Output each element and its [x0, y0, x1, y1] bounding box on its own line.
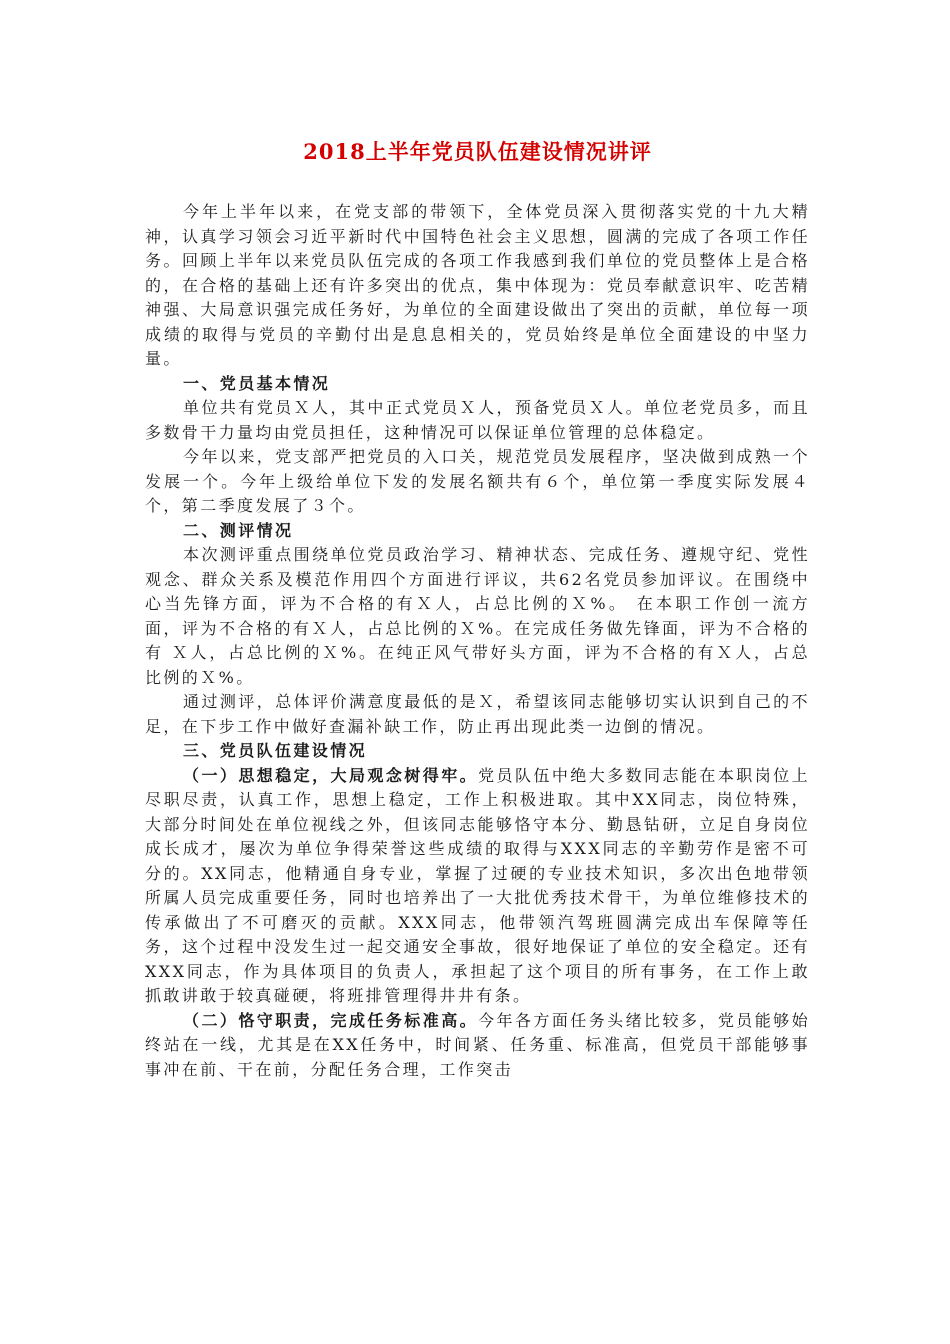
paragraph: 通过测评，总体评价满意度最低的是Ｘ，希望该同志能够切实认识到自己的不足，在下步工作中做好查漏补缺工作，防止再出现此类一边倒的情况。: [145, 692, 810, 736]
subsection-text: 党员队伍中绝大多数同志能在本职岗位上尽职尽责，认真工作，思想上稳定，工作上积极进取。其中XX同志，岗位特殊，大部分时间处在单位视线之外，但该同志能够恪守本分、勤恳钻研，立足自身岗位成长成才，屡次为单位争得荣誉这些成绩的取得与XXX同志的辛勤劳作是密不可分的。XX同志，他精通自身专业，掌握了过硬的专业技术知识，多次出色地带领所属人员完成重要任务，同时也培养出了一大批优秀技术骨干，为单位维修技术的传承做出了不可磨灭的贡献。XXX同志，他带领汽驾班圆满完成出车保障等任务，这个过程中没发生过一起交通安全事故，很好地保证了单位的安全稳定。还有XXX同志，作为具体项目的负责人，承担起了这个项目的所有事务，在工作上敢抓敢讲敢于较真碰硬，将班排管理得井井有条。: [145, 765, 810, 1005]
intro-paragraph: 今年上半年以来，在党支部的带领下，全体党员深入贯彻落实党的十九大精神，认真学习领会习近平新时代中国特色社会主义思想，圆满的完成了各项工作任务。回顾上半年以来党员队伍完成的各项工作我感到我们单位的党员整体上是合格的，在合格的基础上还有许多突出的优点，集中体现为：党员奉献意识牢、吃苦精神强、大局意识强完成任务好，为单位的全面建设做出了突出的贡献，单位每一项成绩的取得与党员的辛勤付出是息息相关的，党员始终是单位全面建设的中坚力量。: [145, 202, 810, 368]
paragraph: 单位共有党员Ｘ人，其中正式党员Ｘ人，预备党员Ｘ人。单位老党员多，而且多数骨干力量均由党员担任，这种情况可以保证单位管理的总体稳定。: [145, 398, 810, 442]
paragraph: 今年以来，党支部严把党员的入口关，规范党员发展程序，坚决做到成熟一个发展一个。今年上级给单位下发的发展名额共有６个，单位第一季度实际发展４个，第二季度发展了３个。: [145, 447, 810, 515]
paragraph: 本次测评重点围绕单位党员政治学习、精神状态、完成任务、遵规守纪、党性观念、群众关系及模范作用四个方面进行评议，共62名党员参加评议。在围绕中心当先锋方面，评为不合格的有Ｘ人，占总比例的Ｘ%。 在本职工作创一流方面，评为不合格的有Ｘ人，占总比例的Ｘ%。在完成任务做先锋面，评为不合格的有 Ｘ人，占总比例的Ｘ%。在纯正风气带好头方面，评为不合格的有Ｘ人，占总比例的Ｘ%。: [145, 545, 810, 687]
subsection-lead: （二）恪守职责，完成任务标准高。: [183, 1010, 479, 1030]
document-page: [145, 0, 810, 1344]
subsection-lead: （一）思想稳定，大局观念树得牢。: [183, 765, 479, 785]
document-title: 2018上半年党员队伍建设情况讲评: [303, 139, 652, 164]
subsection-paragraph: [145, 1009, 810, 1083]
section-heading-team-building: 三、党员队伍建设情况: [183, 741, 368, 760]
section-heading-evaluation: 二、测评情况: [183, 520, 294, 540]
subsection-paragraph: [145, 764, 810, 1009]
subsection-text: 今年各方面任务头绪比较多，党员能够始终站在一线，尤其是在XX任务中，时间紧、任务重、标准高，但党员干部能够事事冲在前、干在前，分配任务合理，工作突击: [145, 1010, 810, 1079]
document-body: [145, 200, 810, 1082]
section-heading-basic-info: 一、党员基本情况: [183, 373, 331, 393]
